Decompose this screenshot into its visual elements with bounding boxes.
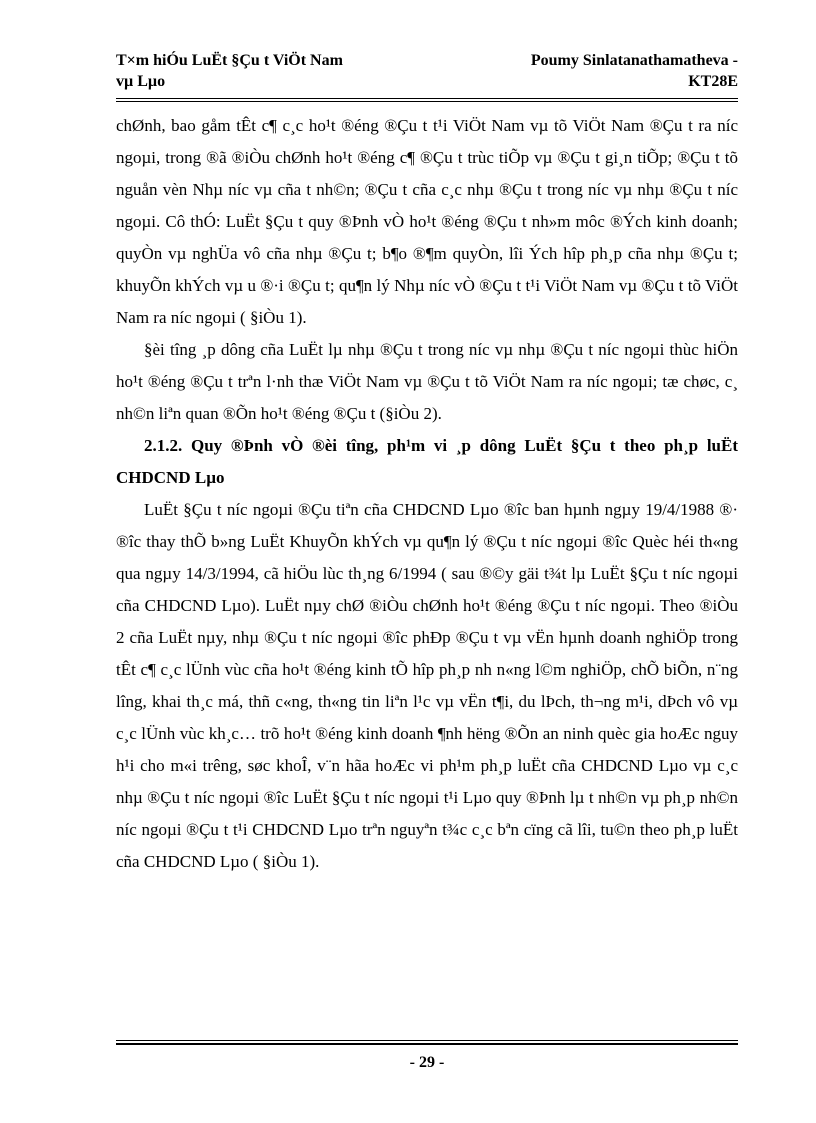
page-number: - 29 - — [409, 1054, 445, 1071]
header-title-line1: T×m hiÓu LuËt §Çu t ViÖt Nam — [116, 52, 343, 69]
footer-divider — [116, 1040, 738, 1045]
header-title-line2: vµ Lµo — [116, 73, 166, 90]
header-author-line2: KT28E — [688, 73, 738, 90]
section-heading: 2.1.2. Quy ®Þnh vÒ ®èi tîng, ph¹m vi ¸p dông LuËt §Çu t theo ph¸p luËt CHDCND Lµo — [116, 436, 738, 487]
header-divider — [116, 98, 738, 102]
page-header — [116, 50, 738, 92]
paragraph-laos-law: LuËt §Çu t níc ngoµi ®Çu tiªn cña CHDCND Lµo ®îc ban hµnh ngµy 19/4/1988 ®· ®îc thay thÕ b»ng LuËt KhuyÕn khÝch vµ qu¶n lý ®Çu t níc ngoµi ®îc Quèc héi th«ng qua ngµy 14/3/1994, cã hiÖu lùc th¸ng 6/1994 ( sau ®©y gäi t¾t lµ LuËt §Çu t níc ngoµi cña CHDCND Lµo). LuËt nµy chØ ®iÒu chØnh ho¹t ®éng ®Çu t níc ngoµi. Theo ®iÒu 2 cña LuËt nµy, nhµ ®Çu t níc ngoµi ®îc phÐp ®Çu t vµ vËn hµnh doanh nghiÖp trong tÊt c¶ c¸c lÜnh vùc cña ho¹t ®éng kinh tÕ hîp ph¸p nh n«ng l©m nghiÖp, chÕ biÕn, n¨ng lîng, khai th¸c má, thñ c«ng, th«ng tin liªn l¹c vµ vËn t¶i, du lÞch, th¬ng m¹i, dÞch vô vµ c¸c lÜnh vùc kh¸c… trõ ho¹t ®éng kinh doanh ¶nh hëng ®Õn an ninh quèc gia hoÆc nguy h¹i cho m«i trêng, søc khoÎ, v¨n hãa hoÆc vi ph¹m ph¸p luËt cña CHDCND Lµo vµ c¸c nhµ ®Çu t níc ngoµi ®îc LuËt §Çu t níc ngoµi t¹i Lµo quy ®Þnh lµ t nh©n vµ ph¸p nh©n níc ngoµi ®Çu t t¹i CHDCND Lµo trªn nguyªn t¾c c¸c bªn cïng cã lîi, tu©n theo ph¸p luËt cña CHDCND Lµo ( §iÒu 1). — [116, 500, 738, 871]
paragraph-scope-vietnam: chØnh, bao gåm tÊt c¶ c¸c ho¹t ®éng ®Çu t t¹i ViÖt Nam vµ tõ ViÖt Nam ®Çu t ra níc ngoµi, trong ®ã ®iÒu chØnh ho¹t ®éng c¶ ®Çu t trùc tiÕp vµ ®Çu t gi¸n tiÕp; ®Çu t tõ nguån vèn Nhµ níc vµ cña t nh©n; ®Çu t cña c¸c nhµ ®Çu t trong níc vµ nhµ ®Çu t níc ngoµi. Cô thÓ: LuËt §Çu t quy ®Þnh vÒ ho¹t ®éng ®Çu t nh»m môc ®Ých kinh doanh; quyÒn vµ nghÜa vô cña nhµ ®Çu t; b¶o ®¶m quyÒn, lîi Ých hîp ph¸p cña nhµ ®Çu t; khuyÕn khÝch vµ u ®·i ®Çu t; qu¶n lý Nhµ níc vÒ ®Çu t t¹i ViÖt Nam vµ ®Çu t tõ ViÖt Nam ra níc ngoµi ( §iÒu 1). — [116, 116, 738, 327]
paragraph-subjects-vietnam: §èi tîng ¸p dông cña LuËt lµ nhµ ®Çu t trong níc vµ nhµ ®Çu t níc ngoµi thùc hiÖn ho¹t ®éng ®Çu t trªn l·nh thæ ViÖt Nam vµ ®Çu t tõ ViÖt Nam ra níc ngoµi; tæ chøc, c¸ nh©n liªn quan ®Õn ho¹t ®éng ®Çu t (§iÒu 2). — [116, 340, 738, 423]
header-title — [116, 50, 343, 92]
header-author-line1: Poumy Sinlatanathamatheva - — [530, 52, 738, 69]
header-author — [531, 50, 738, 92]
page-body — [116, 110, 738, 878]
